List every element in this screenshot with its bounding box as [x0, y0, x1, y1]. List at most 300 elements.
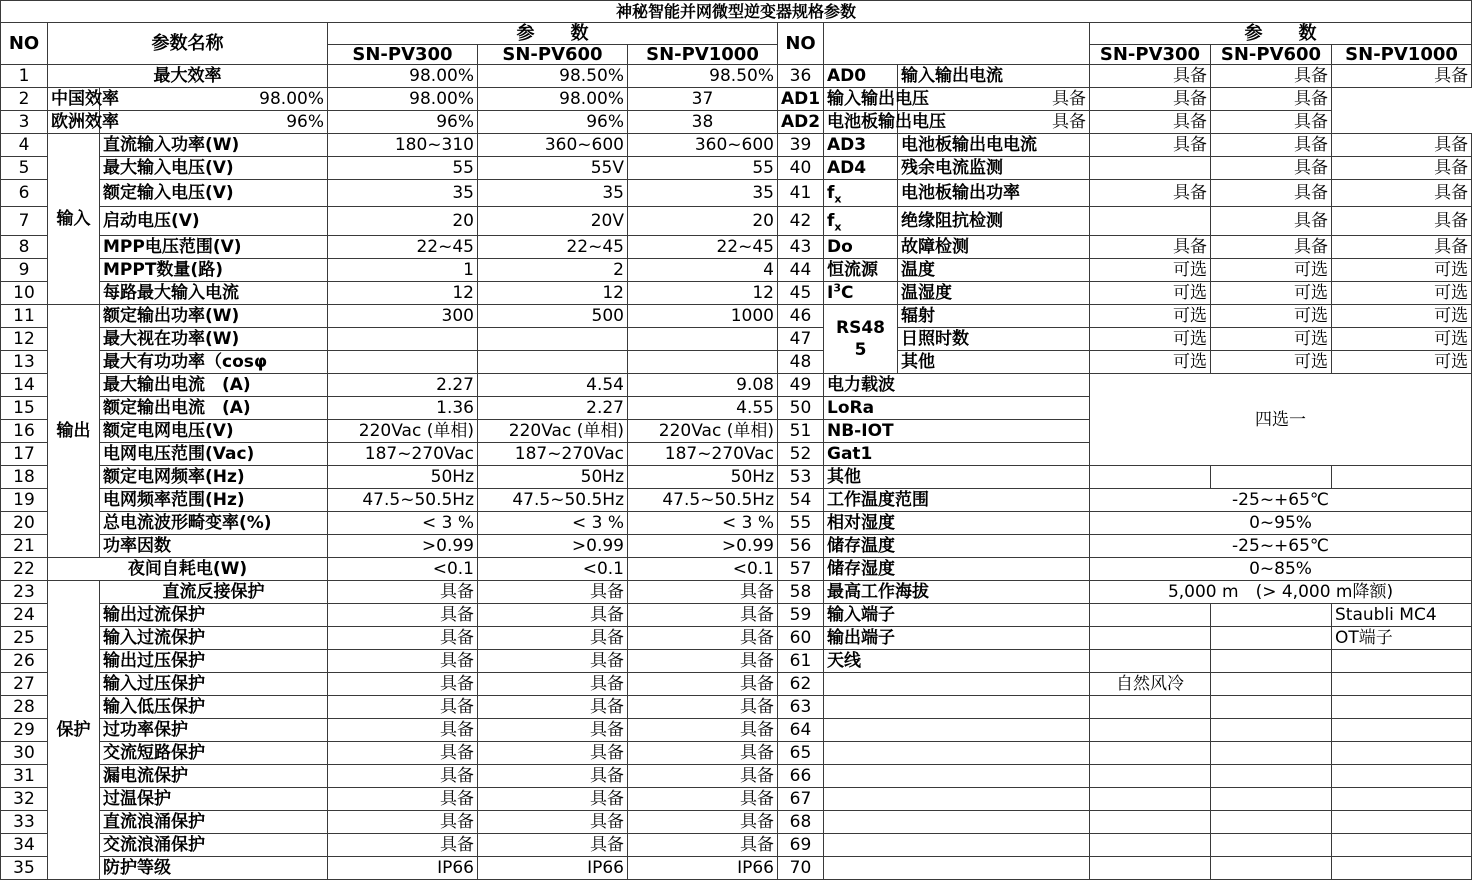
- param-value: 98.00%: [478, 88, 628, 111]
- param-name: 额定输入电压(V): [100, 180, 328, 207]
- row-no: 17: [1, 443, 48, 466]
- param-name: 相对湿度: [824, 512, 1090, 535]
- param-name: 交流浪涌保护: [100, 834, 328, 857]
- row-no: 69: [778, 834, 824, 857]
- param-name: 最大视在功率(W): [100, 328, 328, 351]
- param-name: 额定输出功率(W): [100, 305, 328, 328]
- table-row: [1, 88, 1472, 111]
- row-no: 53: [778, 466, 824, 489]
- param-code: $f_x$: [824, 180, 898, 207]
- row-no: 61: [778, 650, 824, 673]
- row-no: 7: [1, 207, 48, 236]
- row-no: 13: [1, 351, 48, 374]
- param-name: 电网电压范围(Vac): [100, 443, 328, 466]
- param-name: [824, 857, 1090, 880]
- param-value: 可选: [1332, 328, 1472, 351]
- comm-option: Gat1: [824, 443, 1090, 466]
- row-no: 35: [1, 857, 48, 880]
- header-model-left: SN-PV300: [328, 45, 478, 65]
- param-value: 360~600: [478, 134, 628, 157]
- param-value: 可选: [1211, 282, 1332, 305]
- row-no: 24: [1, 604, 48, 627]
- param-value: 360~600: [628, 134, 778, 157]
- param-value: 220Vac (单相): [328, 420, 478, 443]
- param-name: [824, 834, 1090, 857]
- param-value: 9.08: [628, 374, 778, 397]
- param-value: 187~270Vac: [328, 443, 478, 466]
- row-no: 28: [1, 696, 48, 719]
- param-value-merged: 0~95%: [1090, 512, 1472, 535]
- param-value-merged: -25~+65℃: [1090, 489, 1472, 512]
- param-value: 具备: [1211, 236, 1332, 259]
- row-no: 47: [778, 328, 824, 351]
- param-value: 可选: [1211, 328, 1332, 351]
- param-name: 漏电流保护: [100, 765, 328, 788]
- param-name: [824, 765, 1090, 788]
- param-value: 具备: [628, 834, 778, 857]
- param-value: [1332, 673, 1472, 696]
- table-row: [1, 207, 1472, 236]
- row-no: 18: [1, 466, 48, 489]
- param-value: 96%: [100, 111, 328, 134]
- row-no: 38: [628, 111, 778, 134]
- param-value: [1090, 788, 1211, 811]
- param-value: [1090, 834, 1211, 857]
- header-model-left: SN-PV1000: [628, 45, 778, 65]
- group-input: 输入: [48, 134, 100, 305]
- param-name: MPPT数量(路): [100, 259, 328, 282]
- param-value: [1211, 857, 1332, 880]
- row-no: 26: [1, 650, 48, 673]
- param-value-merged: 0~85%: [1090, 558, 1472, 581]
- param-code: $f_x$: [824, 207, 898, 236]
- param-value: 可选: [1211, 259, 1332, 282]
- param-name: 欧洲效率: [48, 111, 100, 134]
- param-value: 具备: [478, 673, 628, 696]
- param-value: 55V: [478, 157, 628, 180]
- row-no: 64: [778, 719, 824, 742]
- param-value: 可选: [1211, 351, 1332, 374]
- param-name: 电网频率范围(Hz): [100, 489, 328, 512]
- table-row: [1, 489, 1472, 512]
- param-value: [1090, 765, 1211, 788]
- param-name: 最大输入电压(V): [100, 157, 328, 180]
- param-name: 日照时数: [898, 328, 1090, 351]
- param-name: [824, 673, 1090, 696]
- param-value: 12: [628, 282, 778, 305]
- param-value: 22~45: [478, 236, 628, 259]
- param-name: 最大有功功率（cosφ: [100, 351, 328, 374]
- param-value: 具备: [328, 834, 478, 857]
- table-row: [1, 742, 1472, 765]
- row-no: 11: [1, 305, 48, 328]
- param-name: 额定电网频率(Hz): [100, 466, 328, 489]
- param-value: 具备: [328, 673, 478, 696]
- param-value: 具备: [628, 581, 778, 604]
- param-value: 可选: [1332, 305, 1472, 328]
- param-value: 具备: [328, 788, 478, 811]
- param-value: 具备: [478, 742, 628, 765]
- param-value: 具备: [328, 627, 478, 650]
- param-name: [824, 811, 1090, 834]
- param-value: [478, 328, 628, 351]
- param-value: 22~45: [628, 236, 778, 259]
- param-value: 可选: [1090, 305, 1211, 328]
- param-value: 具备: [328, 696, 478, 719]
- param-value: [1332, 742, 1472, 765]
- table-row: [1, 111, 1472, 134]
- table-row: [1, 236, 1472, 259]
- param-value: 具备: [1090, 134, 1211, 157]
- param-name: 额定输出电流 (A): [100, 397, 328, 420]
- row-no: 49: [778, 374, 824, 397]
- row-no: 21: [1, 535, 48, 558]
- table-row: [1, 282, 1472, 305]
- param-code: AD1: [778, 88, 824, 111]
- param-value: [1211, 834, 1332, 857]
- row-no: 19: [1, 489, 48, 512]
- param-code: AD2: [778, 111, 824, 134]
- param-value: [1090, 742, 1211, 765]
- param-name: 总电流波形畸变率(%): [100, 512, 328, 535]
- param-value: 具备: [478, 581, 628, 604]
- param-value: 自然风冷: [1090, 673, 1211, 696]
- param-value: [1211, 719, 1332, 742]
- header-params-right: 参 数: [1090, 23, 1472, 45]
- param-value: [1090, 696, 1211, 719]
- param-name: 电池板输出功率: [898, 180, 1090, 207]
- param-value: <0.1: [628, 558, 778, 581]
- row-no: 46: [778, 305, 824, 328]
- header-param-name: 参数名称: [48, 23, 328, 65]
- param-value: 具备: [1332, 134, 1472, 157]
- param-code: AD4: [824, 157, 898, 180]
- param-value: 具备: [478, 627, 628, 650]
- param-name: 过功率保护: [100, 719, 328, 742]
- param-value: [1332, 719, 1472, 742]
- param-value: 具备: [478, 650, 628, 673]
- param-value: 具备: [628, 742, 778, 765]
- param-value-merged: 5,000 m (> 4,000 m降额): [1090, 581, 1472, 604]
- param-value: [1090, 604, 1211, 627]
- param-value: [1332, 857, 1472, 880]
- param-value: <0.1: [328, 558, 478, 581]
- row-no: 33: [1, 811, 48, 834]
- table-row: [1, 696, 1472, 719]
- param-value: 具备: [1332, 65, 1472, 88]
- param-value: [1211, 811, 1332, 834]
- param-value-merged: -25~+65℃: [1090, 535, 1472, 558]
- param-value: [1332, 811, 1472, 834]
- param-value: 具备: [328, 719, 478, 742]
- param-value: 20V: [478, 207, 628, 236]
- row-no: 68: [778, 811, 824, 834]
- param-name: 电池板输出电压: [824, 111, 898, 134]
- param-value: 具备: [628, 627, 778, 650]
- param-value: 具备: [1090, 236, 1211, 259]
- param-value: [1090, 811, 1211, 834]
- param-value: 具备: [628, 650, 778, 673]
- param-name: MPP电压范围(V): [100, 236, 328, 259]
- param-value: >0.99: [328, 535, 478, 558]
- param-value: [1211, 742, 1332, 765]
- param-value: 50Hz: [628, 466, 778, 489]
- param-name: 电池板输出电电流: [898, 134, 1090, 157]
- param-value: 具备: [1090, 180, 1211, 207]
- param-value: 187~270Vac: [478, 443, 628, 466]
- param-value: 55: [328, 157, 478, 180]
- param-name: 储存温度: [824, 535, 1090, 558]
- row-no: 44: [778, 259, 824, 282]
- row-no: 23: [1, 581, 48, 604]
- param-name: 输入输出电流: [898, 65, 1090, 88]
- param-name: 直流浪涌保护: [100, 811, 328, 834]
- header-model-right: SN-PV300: [1090, 45, 1211, 65]
- param-value: 98.50%: [478, 65, 628, 88]
- param-name: 工作温度范围: [824, 489, 1090, 512]
- param-value: 35: [478, 180, 628, 207]
- param-value: [1211, 650, 1332, 673]
- param-value: [1332, 765, 1472, 788]
- param-value: 具备: [628, 604, 778, 627]
- param-value: 具备: [328, 581, 478, 604]
- param-value: 具备: [328, 604, 478, 627]
- param-value: [1332, 696, 1472, 719]
- row-no: 63: [778, 696, 824, 719]
- param-value: >0.99: [628, 535, 778, 558]
- param-value: 2.27: [478, 397, 628, 420]
- param-value: 180~310: [328, 134, 478, 157]
- param-code: AD0: [824, 65, 898, 88]
- row-no: 22: [1, 558, 48, 581]
- param-name: 最大效率: [48, 65, 328, 88]
- param-value: < 3 %: [628, 512, 778, 535]
- param-name: 过温保护: [100, 788, 328, 811]
- param-value: 1: [328, 259, 478, 282]
- row-no: 52: [778, 443, 824, 466]
- param-value: [1211, 627, 1332, 650]
- param-code: $I^3C$: [824, 282, 898, 305]
- param-value: [1332, 788, 1472, 811]
- table-row: [1, 305, 1472, 328]
- param-value: 具备: [328, 742, 478, 765]
- param-value: 500: [478, 305, 628, 328]
- param-value: 可选: [1090, 259, 1211, 282]
- param-name: 功率因数: [100, 535, 328, 558]
- param-name: 输入低压保护: [100, 696, 328, 719]
- table-row: [1, 259, 1472, 282]
- table-row: [1, 535, 1472, 558]
- param-value: [1211, 788, 1332, 811]
- param-value: 35: [328, 180, 478, 207]
- param-name: 最高工作海拔: [824, 581, 1090, 604]
- param-value: 具备: [1211, 111, 1332, 134]
- row-no: 50: [778, 397, 824, 420]
- param-name: 输入输出电压: [824, 88, 898, 111]
- param-name: [824, 742, 1090, 765]
- param-value: 35: [628, 180, 778, 207]
- param-value: 具备: [1211, 207, 1332, 236]
- row-no: 39: [778, 134, 824, 157]
- param-value: [1090, 627, 1211, 650]
- param-value: 98.00%: [328, 88, 478, 111]
- param-value: 4: [628, 259, 778, 282]
- subscript: x: [834, 220, 842, 234]
- param-name: 额定电网电压(V): [100, 420, 328, 443]
- param-value: 具备: [328, 811, 478, 834]
- param-value: [328, 328, 478, 351]
- param-value: 可选: [1211, 305, 1332, 328]
- param-value: 具备: [628, 765, 778, 788]
- row-no: 41: [778, 180, 824, 207]
- param-name: 储存湿度: [824, 558, 1090, 581]
- param-name: [824, 719, 1090, 742]
- param-value: [1090, 857, 1211, 880]
- row-no: 34: [1, 834, 48, 857]
- row-no: 37: [628, 88, 778, 111]
- param-value: 具备: [1211, 88, 1332, 111]
- param-name: [824, 788, 1090, 811]
- row-no: 15: [1, 397, 48, 420]
- header-model-left: SN-PV600: [478, 45, 628, 65]
- rs485-label: RS48 5: [824, 305, 898, 374]
- param-value: 具备: [1332, 157, 1472, 180]
- row-no: 31: [1, 765, 48, 788]
- param-value: 具备: [1090, 88, 1211, 111]
- param-value: Staubli MC4: [1332, 604, 1472, 627]
- param-value: 47.5~50.5Hz: [328, 489, 478, 512]
- row-no: 27: [1, 673, 48, 696]
- param-value: 可选: [1090, 328, 1211, 351]
- param-value: 47.5~50.5Hz: [628, 489, 778, 512]
- param-name: 输出过压保护: [100, 650, 328, 673]
- param-value: [1090, 207, 1211, 236]
- param-value: 具备: [478, 834, 628, 857]
- param-value: 具备: [628, 788, 778, 811]
- param-value: 具备: [1090, 65, 1211, 88]
- param-value: 98.00%: [100, 88, 328, 111]
- table-row: [1, 765, 1472, 788]
- row-no: 14: [1, 374, 48, 397]
- param-name: 最大输出电流 (A): [100, 374, 328, 397]
- header-model-right: SN-PV600: [1211, 45, 1332, 65]
- param-value: 具备: [1090, 111, 1211, 134]
- row-no: 25: [1, 627, 48, 650]
- table-row: [1, 604, 1472, 627]
- param-value: 50Hz: [478, 466, 628, 489]
- param-name: 故障检测: [898, 236, 1090, 259]
- table-row: [1, 834, 1472, 857]
- param-value: [1332, 834, 1472, 857]
- row-no: 65: [778, 742, 824, 765]
- param-value: [1211, 765, 1332, 788]
- param-name: [824, 696, 1090, 719]
- table-row: [1, 857, 1472, 880]
- table-row: [1, 719, 1472, 742]
- param-name: 交流短路保护: [100, 742, 328, 765]
- param-value: 具备: [628, 673, 778, 696]
- param-value: 具备: [898, 88, 1090, 111]
- param-value: 1.36: [328, 397, 478, 420]
- param-value: 具备: [478, 811, 628, 834]
- row-no: 70: [778, 857, 824, 880]
- param-value: [1090, 157, 1211, 180]
- param-value: < 3 %: [328, 512, 478, 535]
- param-value: 98.50%: [628, 65, 778, 88]
- param-value: [1090, 466, 1211, 489]
- param-value: <0.1: [478, 558, 628, 581]
- table-row: [1, 811, 1472, 834]
- param-value: 具备: [1332, 236, 1472, 259]
- param-value: 187~270Vac: [628, 443, 778, 466]
- param-value: 12: [478, 282, 628, 305]
- param-value: 20: [328, 207, 478, 236]
- table-row: [1, 512, 1472, 535]
- superscript: 3: [833, 281, 841, 295]
- param-value: 220Vac (单相): [478, 420, 628, 443]
- row-no: 62: [778, 673, 824, 696]
- param-value: >0.99: [478, 535, 628, 558]
- row-no: 67: [778, 788, 824, 811]
- comm-option: 电力载波: [824, 374, 1090, 397]
- param-value: [1211, 696, 1332, 719]
- param-name: 防护等级: [100, 857, 328, 880]
- row-no: 5: [1, 157, 48, 180]
- row-no: 10: [1, 282, 48, 305]
- row-no: 66: [778, 765, 824, 788]
- param-name: 其他: [824, 466, 1090, 489]
- param-value: [478, 351, 628, 374]
- param-name: 天线: [824, 650, 1090, 673]
- table-row: [1, 673, 1472, 696]
- param-value: 具备: [628, 696, 778, 719]
- param-value: 300: [328, 305, 478, 328]
- param-value: 22~45: [328, 236, 478, 259]
- param-value: 4.55: [628, 397, 778, 420]
- table-row: [1, 65, 1472, 88]
- param-name: 其他: [898, 351, 1090, 374]
- param-name: 输入端子: [824, 604, 1090, 627]
- param-value: 具备: [478, 765, 628, 788]
- row-no: 40: [778, 157, 824, 180]
- table-row: [1, 581, 1472, 604]
- param-value: 具备: [1211, 180, 1332, 207]
- param-value: 2: [478, 259, 628, 282]
- param-code: Do: [824, 236, 898, 259]
- row-no: 57: [778, 558, 824, 581]
- param-name: 绝缘阻抗检测: [898, 207, 1090, 236]
- row-no: 56: [778, 535, 824, 558]
- row-no: 2: [1, 88, 48, 111]
- header-params-left: 参 数: [328, 23, 778, 45]
- param-value: < 3 %: [478, 512, 628, 535]
- param-value: 具备: [898, 111, 1090, 134]
- param-name: 直流反接保护: [100, 581, 328, 604]
- param-value: 可选: [1332, 282, 1472, 305]
- subscript: x: [834, 192, 842, 206]
- param-value: 具备: [328, 765, 478, 788]
- row-no: 60: [778, 627, 824, 650]
- param-value: 具备: [478, 604, 628, 627]
- comm-option: NB-IOT: [824, 420, 1090, 443]
- param-code: 恒流源: [824, 259, 898, 282]
- param-value: 2.27: [328, 374, 478, 397]
- table-row: [1, 134, 1472, 157]
- param-name: 输出端子: [824, 627, 1090, 650]
- param-value: 具备: [328, 650, 478, 673]
- table-row: [1, 180, 1472, 207]
- row-no: 45: [778, 282, 824, 305]
